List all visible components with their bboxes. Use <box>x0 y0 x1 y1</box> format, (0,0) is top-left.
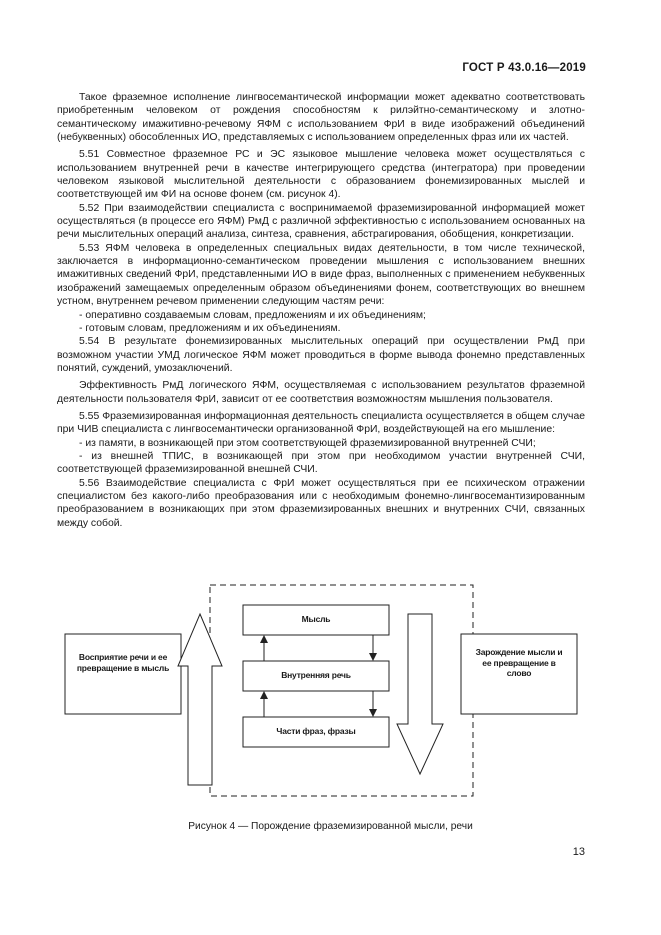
list-item: - готовым словам, предложениям и их объединениям. <box>79 322 341 334</box>
paragraph: 5.55 Фраземизированная информационная деятельность специалиста осуществляется в общем случае при ЧИВ специалиста с лингвосемантически организованной ФрИ, воздействующей на его мышление: <box>57 410 585 436</box>
paragraph: 5.52 При взаимодействии специалиста с воспринимаемой фраземизированной информацией может осуществляться (в процессе его ЯФМ) РмД с различной эффективностью с использованием основанных на речи мыслительных операций анализа, синтеза, сравнения, абстрагирования, обобщения, конкретизации. <box>57 202 585 241</box>
list-item: - оперативно создаваемым словам, предложениям и их объединениям; <box>79 309 426 321</box>
left-box <box>65 634 181 714</box>
right-box-label: Зарождение мысли и ее превращение в слово <box>475 647 563 678</box>
arrowhead-up <box>260 691 268 699</box>
body-text <box>57 91 585 530</box>
arrowhead-down <box>369 653 377 661</box>
up-arrow-shape <box>178 614 222 785</box>
figure-caption: Рисунок 4 — Порождение фраземизированной мысли, речи <box>188 821 473 832</box>
arrowhead-up <box>260 635 268 643</box>
down-arrow-shape <box>397 614 443 774</box>
document-header: ГОСТ Р 43.0.16—2019 <box>462 62 586 74</box>
list-item: - из внешней ТПИС, в возникающей при этом при необходимом участии внутренней СЧИ, соответствующей фраземизированной внешней СЧИ. <box>57 450 585 476</box>
bottom-box-label: Части фраз, фразы <box>276 726 356 736</box>
left-box-label: Восприятие речи и ее превращение в мысль <box>76 652 170 673</box>
page-number: 13 <box>572 846 585 858</box>
paragraph: Такое фраземное исполнение лингвосемантической информации может адекватно соответствовать приобретенным человеком от рождения способностям к рилэйтно-семантическому и злотно-семантическому имажитивно-речевому ЯФМ с использованием ФрИ в виде изображений объединений (небуквенных) обособленных ИО, представляемых с использованием определенных фраз или их частей. <box>57 92 585 144</box>
paragraph: 5.51 Совместное фраземное РС и ЭС языковое мышление человека может осуществляться с использованием внутренней речи в качестве интегрирующего средства (интегратора) при проведении человеком языковой мыслительной деятельности с образованием фонемизированных мыслей и соответствующей им ФИ на основе фонем (см. рисунок 4). <box>57 149 585 201</box>
paragraph: 5.54 В результате фонемизированных мыслительных операций при осуществлении РмД при возможном участии УМД логическое ЯФМ может проводиться в форме вывода фонемно представленных понятий, суждений, умозаключений. <box>57 336 585 374</box>
figure-4-diagram <box>57 580 605 820</box>
paragraph: Эффективность РмД логического ЯФМ, осуществляемая с использованием результатов фраземной деятельности пользователя ФрИ, зависит от ее соответствия возможностям мышления пользователя. <box>57 380 585 405</box>
arrowhead-down <box>369 709 377 717</box>
list-item: - из памяти, в возникающей при этом соответствующей фраземизированной внутренней СЧИ; <box>79 437 536 449</box>
middle-box-label: Внутренняя речь <box>281 670 351 680</box>
paragraph: 5.56 Взаимодействие специалиста с ФрИ может осуществляться при ее психическом отражении специалистом без какого-либо преобразования или с необходимым фонемно-лингвосемантизированным преобразованием в возникающих при этом фраземизированных внешних и внутренних СЧИ, связанных между собой. <box>57 477 585 529</box>
paragraph: 5.53 ЯФМ человека в определенных специальных видах деятельности, в том числе технической, заключается в информационно-семантическом проведении мышления с использованием внешних имажитивных сведений ФрИ, представленными ИО в виде фраз, выполненных с применением небуквенных изображений замещаемых определенным образом объединениями фонем, соответствующих во внешнем устном, внутреннем речевом применении следующим частям речи: <box>57 242 585 308</box>
top-box-label: Мысль <box>301 614 331 624</box>
